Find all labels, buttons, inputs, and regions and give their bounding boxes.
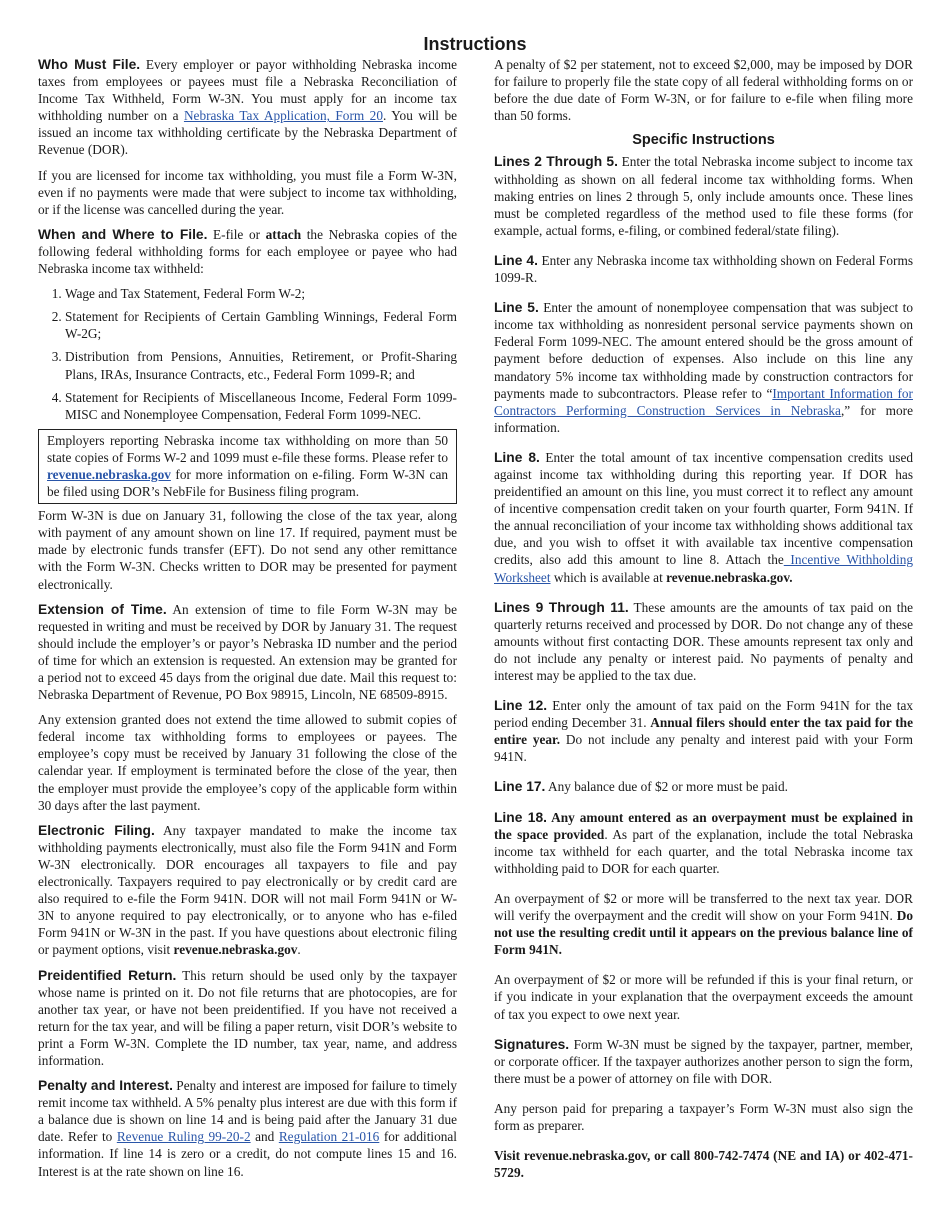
list-item: 3. Distribution from Pensions, Annuities, Retirement, or Profit-Sharing Plans, IRAs, Insurance Contracts, etc., Federal Form 1099-R; and	[65, 348, 457, 382]
penalty-paragraph-2: A penalty of $2 per statement, not to exceed $2,000, may be imposed by DOR for failure to properly file the state copy of all federal withholding forms on or before the due date of Form W-3N, or for failure to e-file when filing more than 50 forms.	[494, 57, 913, 124]
line-5-section: Line 5. Enter the amount of nonemployee compensation that was subject to income tax withholding as nonresident personal service payments shown on Federal Form 1099-NEC. The amount entered should be the gross amount of payment before deduction of expenses. Also include on this line any mandatory 5% income tax withholding made by construction contractors for payments made to subcontractors. Please refer to “Important Information for Contractors Performing Construction Services in Nebraska,” for more information.	[494, 300, 914, 435]
section-heading: Lines 2 Through 5.	[494, 154, 618, 170]
overpayment-transfer-paragraph: An overpayment of $2 or more will be transferred to the next tax year. DOR will verify the overpayment and the credit will show on your Form 941N. Do not use the resulting credit until it appears on the previous balance line of Form 941N.	[494, 890, 913, 958]
section-heading: Who Must File.	[38, 57, 141, 72]
contact-info: Visit revenue.nebraska.gov, or call 800-742-7474 (NE and IA) or 402-471-5729.	[494, 1148, 913, 1181]
extension-section: Extension of Time. An extension of time to file Form W-3N may be requested in writing and must be received by DOR by January 31. The request should include the employer’s or payor’s Nebraska ID number and the period of time for which an extension is requested. An extension may be granted for a period not to exceed 45 days from the original due date. Mail this request to: Nebraska Department of Revenue, PO Box 98915, Lincoln, NE 68509-8915.	[38, 601, 457, 703]
line-12-section: Line 12. Enter only the amount of tax paid on the Form 941N for the tax period ending December 31. Annual filers should enter the tax paid for the entire year. Do not include any penalty and interest paid with your Form 941N.	[494, 698, 913, 765]
list-item: 2. Statement for Recipients of Certain Gambling Winnings, Federal Form W-2G;	[65, 308, 457, 342]
left-column	[38, 56, 457, 1188]
contractors-info-link[interactable]: Important Information for Contractors Performing Construction Services in Nebraska	[494, 385, 913, 418]
line-8-section: Line 8. Enter the total amount of tax incentive compensation credits used against income tax withholding during this reporting year. If DOR has preidentified an amount on this line, you must correct it to reflect any amount of incentive compensation credit taken on your fourth quarter, Form 941N. If the annual reconciliation of your income tax withholding shows additional tax due, and you wish to offset it with available tax incentive compensation credits, also add this amount to line 8. Attach the Incentive Withholding Worksheet which is available at revenue.nebraska.gov.	[494, 449, 914, 585]
licensed-paragraph: If you are licensed for income tax withholding, you must file a Form W-3N, even if no payments were made that were subject to income tax withholding, or if the license was cancelled during the year.	[38, 167, 457, 217]
lines-9-11-section: Lines 9 Through 11. These amounts are the amounts of tax paid on the quarterly returns received and processed by DOR. Do not change any of these amounts without first contacting DOR. These amounts represent tax only and do not include any penalty or interest paid. No payments of penalty and interest may be applied to the tax due.	[494, 599, 913, 683]
section-heading: Line 8.	[494, 449, 540, 465]
section-heading: Line 12.	[494, 698, 548, 714]
extension-paragraph-2: Any extension granted does not extend the time allowed to submit copies of federal income tax withholding forms to employees or payees. The employee’s copy must be received by January 31 following the close of the calendar year. If employment is terminated before the close of the year, then the employer must provide the employee’s copy of the applicable form within 30 days after the last payment.	[38, 712, 457, 813]
federal-forms-list	[38, 285, 457, 423]
section-heading: Lines 9 Through 11.	[494, 599, 629, 615]
form-20-link[interactable]: Nebraska Tax Application, Form 20	[183, 108, 383, 124]
preidentified-section: Preidentified Return. This return should be used only by the taxpayer whose name is printed on it. Do not file returns that are photocopies, are for another tax year, or have not been preidentified. If you have not received a return for the tax year, and will be filing a paper return, visit DOR’s website to print a Form W-3N. Complete the ID number, tax year, name, and address information.	[38, 967, 457, 1068]
section-heading: Electronic Filing.	[38, 822, 155, 838]
incentive-worksheet-link[interactable]: Incentive Withholding Worksheet	[494, 552, 914, 585]
efile-notice-box: Employers reporting Nebraska income tax withholding on more than 50 state copies of Forms W-2 and 1099 must e-file these forms. Please refer to revenue.nebraska.gov for more information on e-filing. Form W-3N can be filed using DOR’s NebFile for Business filing program.	[38, 429, 457, 504]
line-4-section: Line 4. Enter any Nebraska income tax withholding shown on Federal Forms 1099-R.	[494, 252, 913, 286]
list-item: 4. Statement for Recipients of Miscellaneous Income, Federal Form 1099-MISC and Nonemployee Compensation, Federal Form 1099-NEC.	[65, 389, 457, 423]
section-heading: Extension of Time.	[38, 601, 167, 617]
line-17-section: Line 17. Any balance due of $2 or more must be paid.	[494, 779, 788, 795]
revenue-ruling-link[interactable]: Revenue Ruling 99-20-2	[116, 1129, 251, 1145]
section-heading: Line 17.	[494, 779, 546, 795]
when-where-section: When and Where to File. E-file or attach the Nebraska copies of the following federal withholding forms for each employee or payee who had Nebraska income tax withheld:	[38, 226, 457, 277]
section-heading: Penalty and Interest.	[38, 1078, 173, 1094]
section-heading: Line 4.	[494, 252, 538, 268]
due-date-paragraph: Form W-3N is due on January 31, following the close of the tax year, along with payment of any amount shown on line 17. If required, payment must be made by electronic funds transfer (EFT). Do not send any other remittance with the Form W-3N. Checks written to DOR may be presented for payment electronically.	[38, 508, 457, 592]
section-heading: Line 18.	[494, 809, 547, 825]
electronic-filing-section: Electronic Filing. Any taxpayer mandated to make the income tax withholding payments electronically, must also file the Form 941N and Form W-3N electronically. DOR encourages all taxpayers to file and pay electronically. Taxpayers required to pay electronically or by credit card are also required to e-file the Form 941N. DOR will not mail Form 941N or W-3N to anyone required to pay electronically, or to anyone who has e-filed Form 941N or W-3N in the past. If you have questions about electronic filing or payment options, visit revenue.nebraska.gov.	[38, 822, 457, 958]
list-item: 1. Wage and Tax Statement, Federal Form W-2;	[65, 285, 457, 302]
overpayment-refund-paragraph: An overpayment of $2 or more will be refunded if this is your final return, or if you indicate in your explanation that the overpayment exceeds the amount of tax you expect to owe next year.	[494, 972, 913, 1022]
who-must-file-section: Who Must File. Every employer or payor withholding Nebraska income taxes from employees or payees must file a Nebraska Reconciliation of Income Tax Withheld, Form W-3N. You must apply for an income tax withholding number on a Nebraska Tax Application, Form 20. You will be issued an income tax withholding certificate by the Nebraska Department of Revenue (DOR).	[38, 57, 458, 158]
penalty-interest-section: Penalty and Interest. Penalty and interest are imposed for failure to timely remit income tax withheld. A 5% penalty plus interest are due with this form if a balance due is shown on line 14 and is being paid after the January 31 due date. Refer to Revenue Ruling 99-20-2 and Regulation 21-016 for additional information. If line 14 is zero or a credit, do not compute lines 15 and 16. Interest is at the rate shown on line 16.	[38, 1078, 457, 1179]
section-heading: When and Where to File.	[38, 226, 208, 242]
section-heading: Signatures.	[494, 1036, 570, 1052]
section-heading: Preidentified Return.	[38, 967, 177, 983]
section-heading: Line 5.	[494, 300, 539, 316]
right-column	[494, 56, 913, 1189]
lines-2-5-section: Lines 2 Through 5. Enter the total Nebraska income subject to income tax withholding as shown on all federal income tax withholding forms. When making entries on lines 2 through 5, only include amounts once. These lines must be completed regardless of the method used to file these forms (for example, actual forms, e-filing, or combined federal/state filing).	[494, 154, 913, 238]
line-18-section: Line 18. Any amount entered as an overpayment must be explained in the space provided. As part of the explanation, include the total Nebraska income tax withheld for each quarter, and the total Nebraska income tax withholding paid to DOR for each quarter.	[494, 809, 914, 876]
regulation-link[interactable]: Regulation 21-016	[278, 1129, 380, 1145]
revenue-website-link[interactable]: revenue.nebraska.gov	[47, 466, 171, 482]
preparer-paragraph: Any person paid for preparing a taxpayer’s Form W-3N must also sign the form as preparer.	[494, 1100, 913, 1133]
specific-instructions-heading: Specific Instructions	[632, 132, 775, 149]
signatures-section: Signatures. Form W-3N must be signed by the taxpayer, partner, member, or corporate officer. If the taxpayer authorizes another person to sign the form, there must be a power of attorney on file with DOR.	[494, 1036, 913, 1086]
page-title: Instructions	[423, 34, 527, 54]
